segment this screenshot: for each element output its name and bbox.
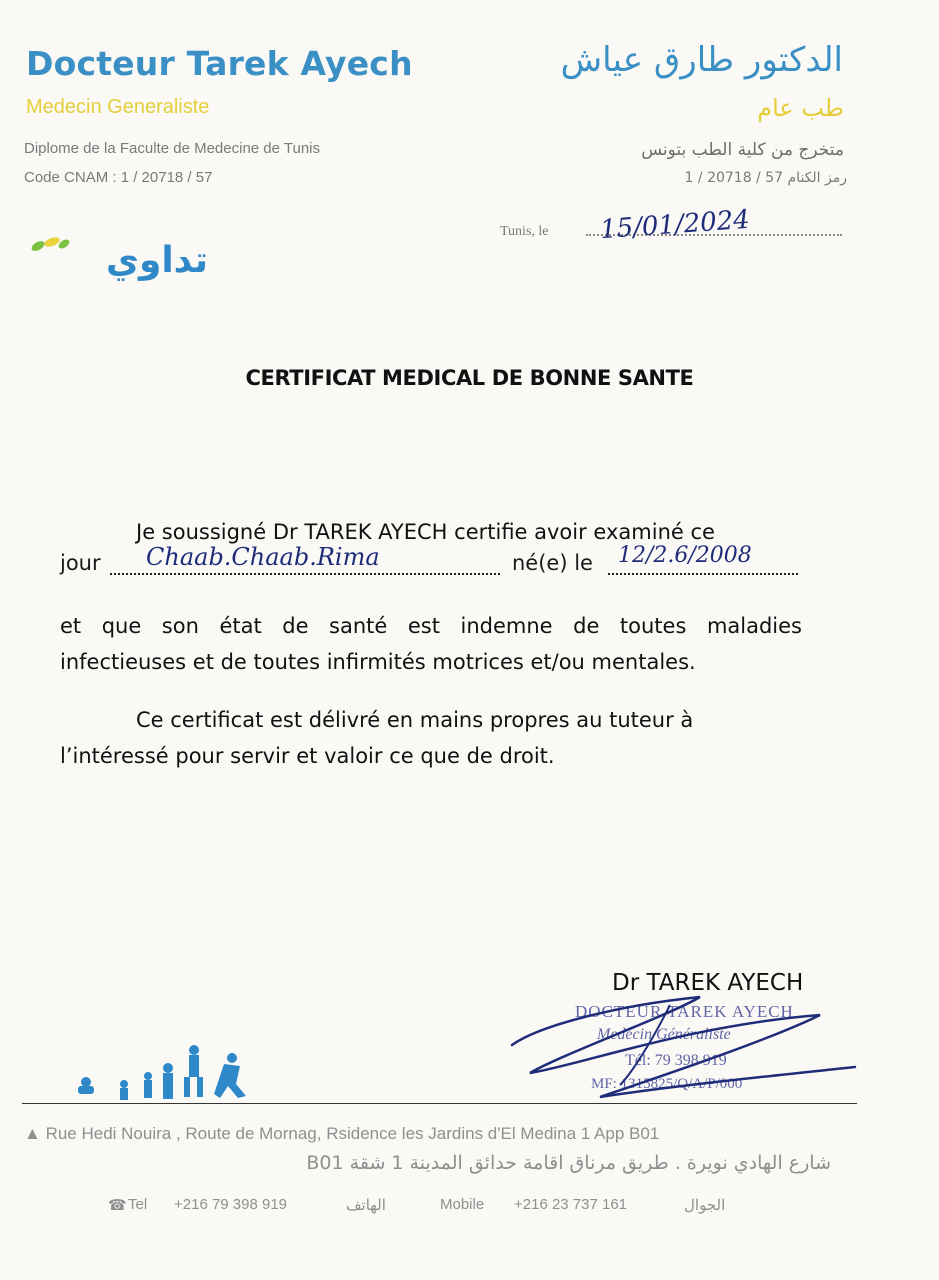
handwritten-date: 15/01/2024	[599, 204, 751, 246]
doctor-cnam-code: Code CNAM : 1 / 20718 / 57	[24, 169, 213, 186]
place-label: Tunis, le	[500, 224, 549, 239]
footer-contacts	[108, 1196, 748, 1220]
handwritten-patient-name: Chaab.Chaab.Rima	[146, 543, 380, 571]
stamp-line: Medecin Généraliste	[597, 1026, 731, 1043]
body-paragraph-3: Ce certificat est délivré en mains propres au tuteur à l’intéressé pour servir et valoir ce que de droit.	[60, 708, 694, 768]
doctor-speciality-arabic: طب عام	[757, 94, 844, 122]
dotted-line	[608, 573, 798, 575]
location-icon: ▲	[24, 1124, 41, 1143]
phone-icon: ☎	[108, 1197, 127, 1214]
body-paragraph-1: Je soussigné Dr TAREK AYECH certifie avoir examiné ce	[136, 520, 715, 544]
stamp-line: Tél: 79 398 919	[625, 1052, 727, 1069]
doctor-diploma-arabic: متخرج من كلية الطب بتونس	[641, 140, 844, 160]
body-line: et que son état de santé est indemne de toutes maladies	[60, 614, 802, 638]
footer-divider	[22, 1103, 857, 1104]
stamp-line: MF: 1315825/Q/A/P/000	[591, 1076, 743, 1092]
logo-text: تداوي	[105, 240, 208, 281]
handwritten-signature	[500, 985, 860, 1105]
footer-figures-icon	[64, 1044, 254, 1104]
doctor-name-arabic: الدكتور طارق عياش	[560, 40, 843, 80]
mobile-value: +216 23 737 161	[514, 1196, 628, 1213]
tel-value: +216 79 398 919	[174, 1196, 288, 1213]
patient-fill-line	[60, 543, 802, 587]
mobile-label: Mobile	[440, 1196, 485, 1213]
footer-address-fr	[24, 1124, 659, 1144]
tel-label-ar: الهاتف	[346, 1197, 386, 1214]
tel-label: Tel	[128, 1196, 148, 1213]
mobile-label-ar: الجوال	[684, 1197, 726, 1214]
dotted-line	[110, 573, 500, 575]
doctor-diploma: Diplome de la Faculte de Medecine de Tunis	[24, 140, 321, 157]
handwritten-dob: 12/2.6/2008	[618, 543, 752, 568]
body-line: infectieuses et de toutes infirmités motrices et/ou mentales.	[60, 650, 696, 674]
place-date-line	[500, 204, 845, 246]
doctor-cnam-arabic: رمز الكنام 57 / 20718 / 1	[684, 170, 847, 186]
doctor-speciality: Medecin Generaliste	[26, 96, 210, 118]
address-text: Rue Hedi Nouira , Route de Mornag, Rsidence les Jardins d'El Medina 1 App B01	[45, 1124, 660, 1143]
leaves-icon	[28, 232, 72, 262]
certificate-title: CERTIFICAT MEDICAL DE BONNE SANTE	[245, 366, 694, 390]
footer-address-ar: شارع الهادي نويرة . طريق مرناق اقامة حدائق المدينة 1 شقة B01	[306, 1152, 831, 1174]
signatory-name: Dr TAREK AYECH	[612, 970, 804, 996]
body-paragraph-2	[60, 608, 802, 680]
stamp-line: DOCTEUR TAREK AYECH	[575, 1002, 794, 1021]
doctor-name: Docteur Tarek Ayech	[26, 44, 413, 83]
tadawi-logo	[26, 232, 216, 294]
jour-label: jour	[60, 551, 101, 575]
born-label: né(e) le	[512, 551, 593, 575]
